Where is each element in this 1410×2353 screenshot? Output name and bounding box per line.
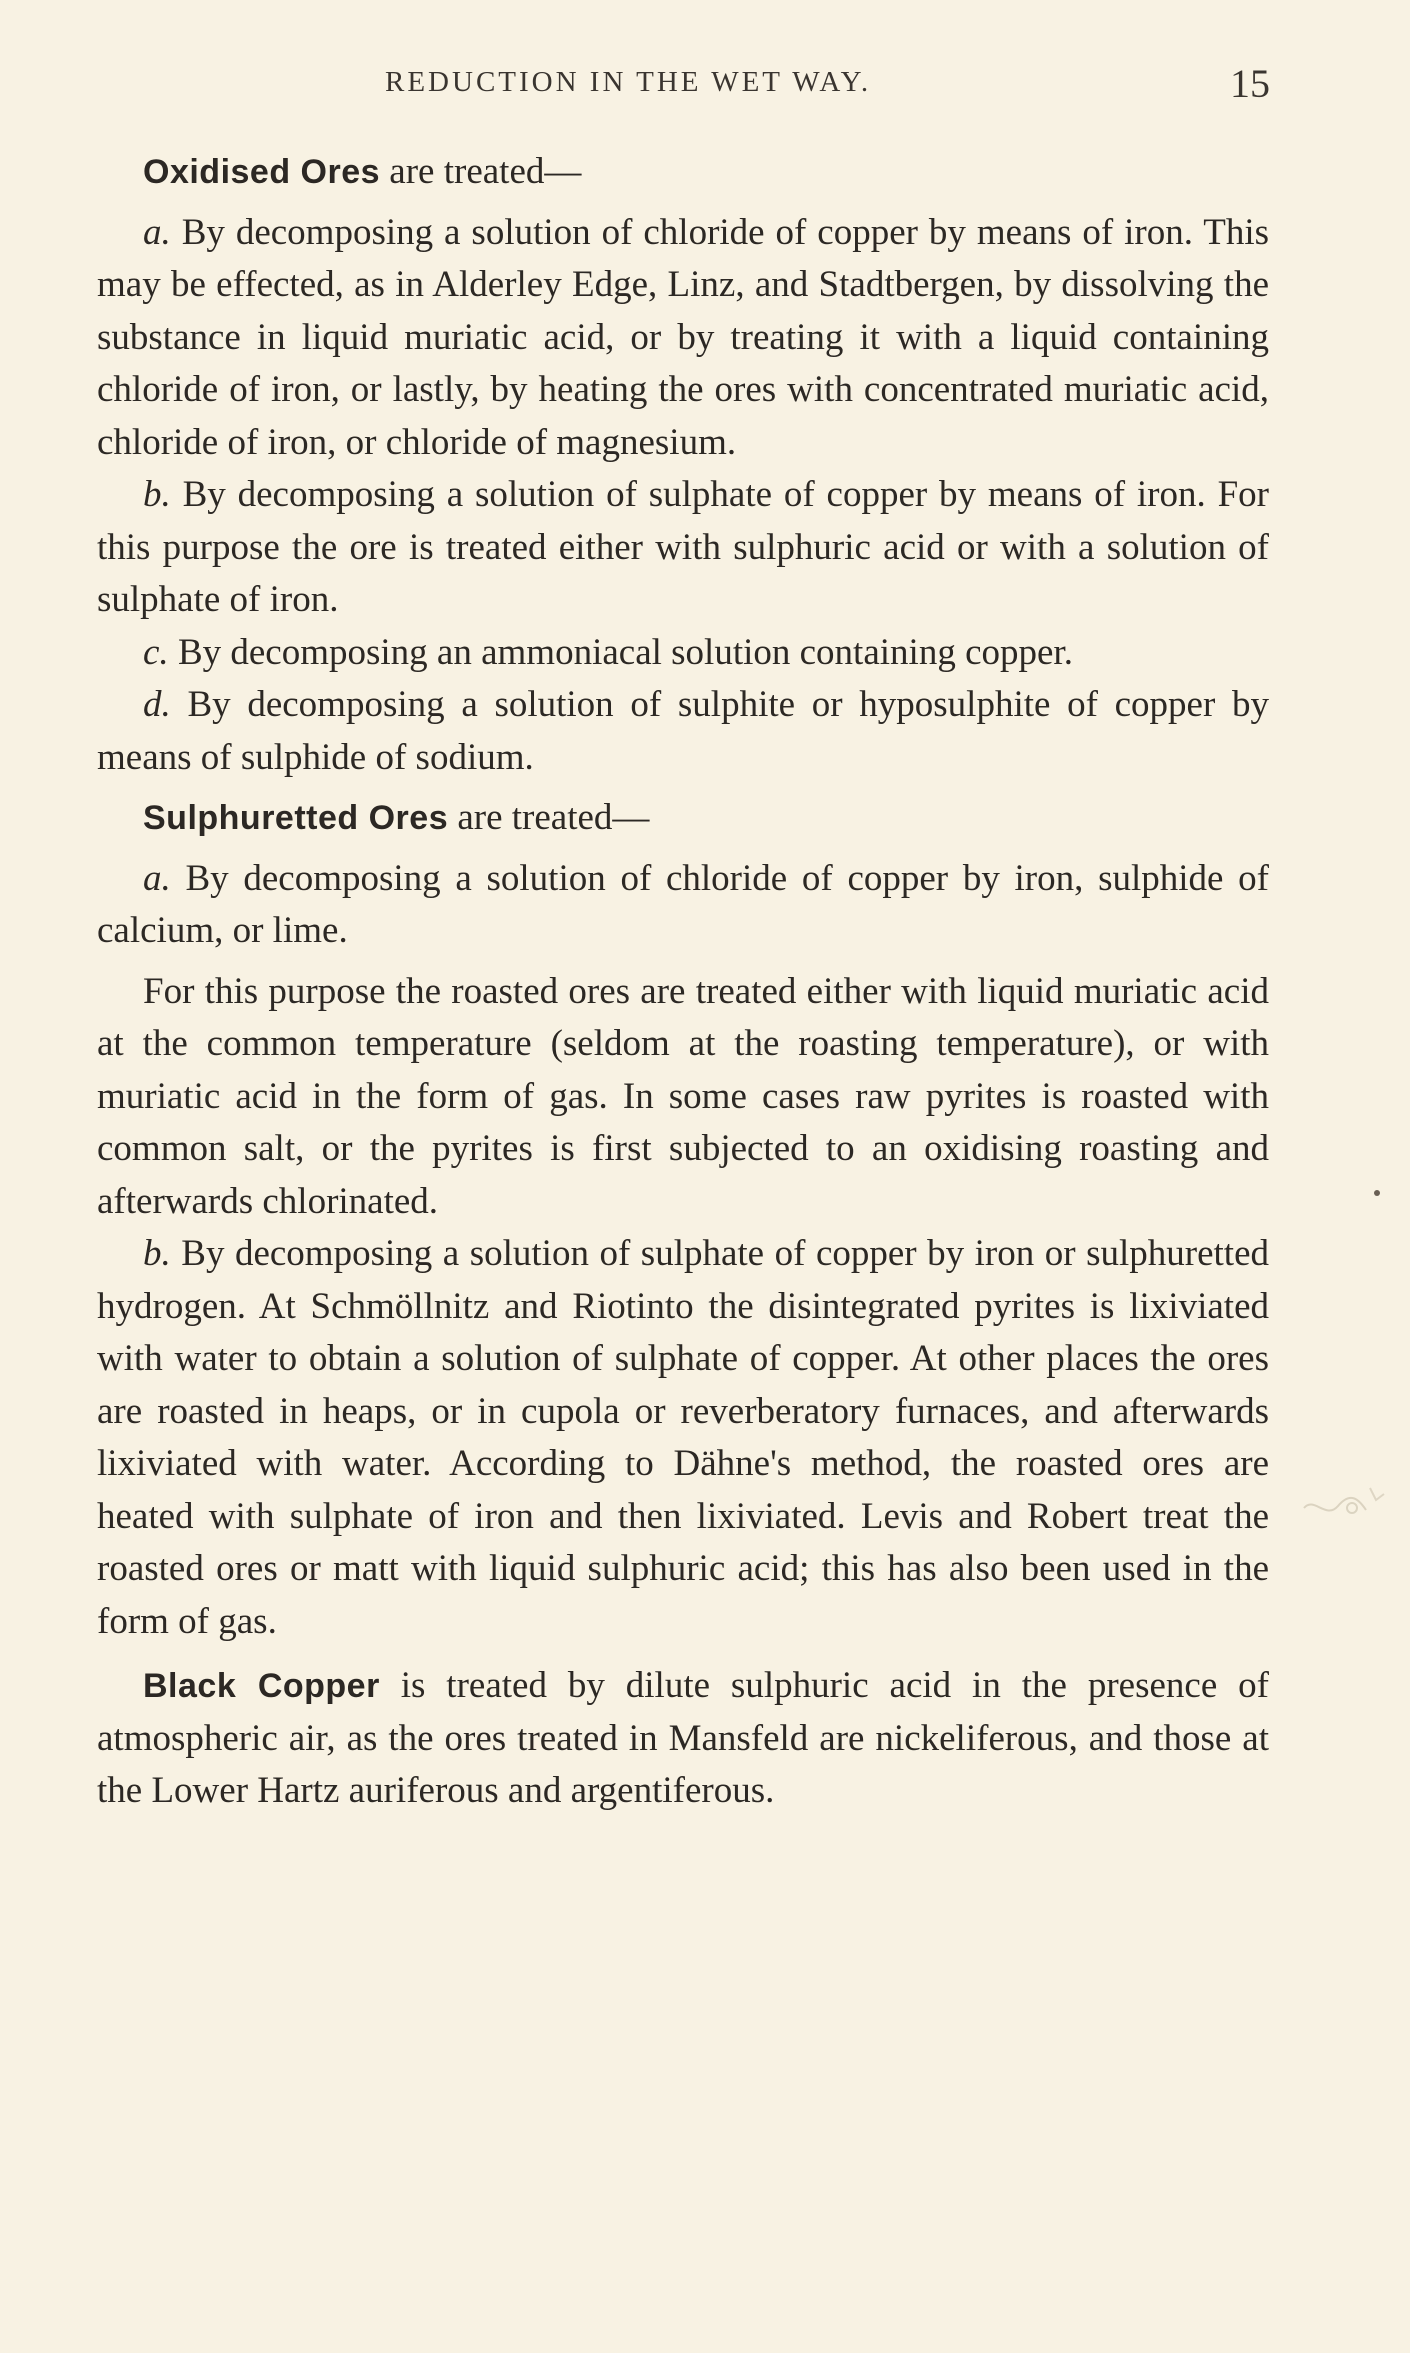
item-letter: a. <box>143 857 171 899</box>
item-text: By decomposing a solution of chloride of copper by iron, sulphide of calcium, or lime. <box>97 857 1269 951</box>
section-heading-oxidised: Oxidised Ores <box>143 153 381 191</box>
section-heading-rest: are treated— <box>380 151 582 192</box>
item-text: By decomposing a solution of chloride of copper by means of iron. This may be effected, as in Alderley Edge, Linz, and Stadtbergen, by dissolving the substance in liquid muriatic acid, or by treating it with a liquid containing chloride of iron, or lastly, by heating the ores with concentrated muriatic acid, chloride of iron, or chloride of magnesium. <box>97 211 1269 463</box>
oxidised-heading-line <box>97 146 1269 199</box>
margin-dot <box>1374 1190 1380 1196</box>
item-letter: b. <box>143 474 171 515</box>
black-copper-text: is treated by dilute sulphuric acid in the presence of atmospheric air, as the ores treated in Mansfeld are nickeliferous, and those at the Lower Hartz auriferous and argentiferous. <box>97 1665 1269 1811</box>
body-text <box>97 146 1269 1818</box>
margin-ink-smudge <box>1296 1468 1396 1538</box>
item-letter: c. <box>143 631 169 673</box>
item-letter: b. <box>143 1233 171 1274</box>
sulphuretted-paragraph: For this purpose the roasted ores are treated either with liquid muriatic acid at the common temperature (seldom at the roasting temperature), or with muriatic acid in the form of gas. In some cases raw pyrites is roasted with common salt, or the pyrites is first subjected to an oxidising roasting and afterwards chlorinated. <box>97 970 1269 1222</box>
sulphuretted-item-a <box>97 853 1269 958</box>
item-text: By decomposing an ammoniacal solution containing copper. <box>168 631 1073 673</box>
section-heading-rest: are treated— <box>448 797 650 838</box>
smudge-mark <box>1296 1468 1396 1538</box>
sulphuretted-heading-line <box>97 792 1269 845</box>
running-head <box>0 61 1410 108</box>
running-head-title: REDUCTION IN THE WET WAY. <box>385 66 872 98</box>
oxidised-item-a <box>97 207 1269 470</box>
item-letter: d. <box>143 684 171 725</box>
page-number: 15 <box>1230 61 1270 106</box>
section-heading-sulphuretted: Sulphuretted Ores <box>143 799 449 837</box>
section-heading-black-copper: Black Copper <box>143 1667 380 1705</box>
black-copper-paragraph <box>97 1660 1269 1818</box>
item-letter: a. <box>143 211 171 253</box>
oxidised-item-c <box>97 627 1269 680</box>
item-text: By decomposing a solution of sulphate of copper by iron or sulphuretted hydrogen. At Schmöllnitz and Riotinto the disintegrated pyrites is lixiviated with water to obtain a solution of sulphate of copper. At other places the ores are roasted in heaps, or in cupola or reverberatory furnaces, and afterwards lixiviated with water. According to Dähne's method, the roasted ores are heated with sulphate of iron and then lixiviated. Levis and Robert treat the roasted ores or matt with liquid sulphuric acid; this has also been used in the form of gas. <box>97 1233 1269 1642</box>
oxidised-item-b <box>97 469 1269 627</box>
sulphuretted-item-b <box>97 1228 1269 1648</box>
oxidised-item-d <box>97 679 1269 784</box>
item-text: By decomposing a solution of sulphate of copper by means of iron. For this purpose the ore is treated either with sulphuric acid or with a solution of sulphate of iron. <box>97 474 1269 620</box>
item-text: By decomposing a solution of sulphite or hyposulphite of copper by means of sulphide of sodium. <box>97 684 1269 778</box>
